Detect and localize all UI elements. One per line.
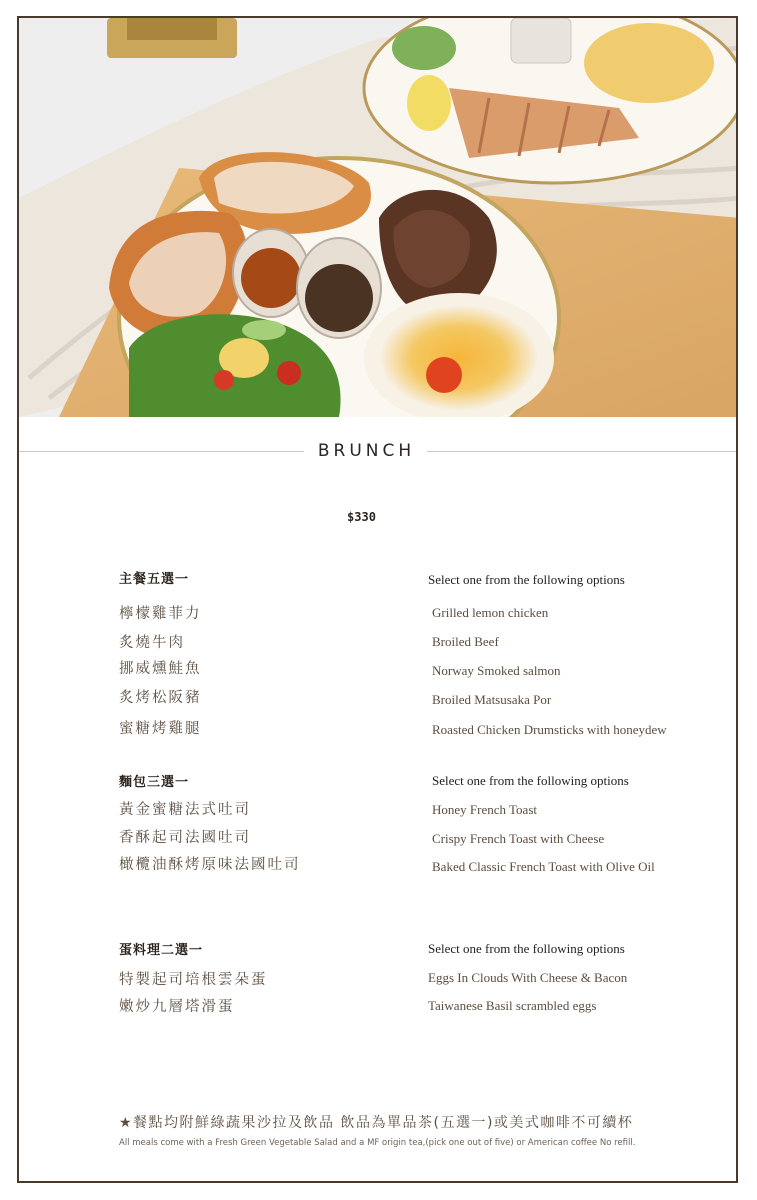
footer-note-en: All meals come with a Fresh Green Vegetable Salad and a MF origin tea,(pick one out of five) or American coffee No refill. [119, 1138, 636, 1148]
menu-item-zh: 炙烤松阪豬 [119, 690, 202, 706]
section-heading-main: 主餐五選一 [119, 572, 190, 587]
brunch-photo [19, 18, 738, 417]
section-heading-egg: 蛋料理二選一 [119, 943, 204, 958]
title-bar [19, 436, 738, 466]
section-heading-bread: 麵包三選一 [119, 775, 190, 790]
menu-item-en: Broiled Beef [432, 634, 499, 649]
menu-item-en: Eggs In Clouds With Cheese & Bacon [428, 970, 628, 985]
footer-note-zh: ★餐點均附鮮綠蔬果沙拉及飲品 飲品為單品茶(五選一)或美式咖啡不可續杯 [119, 1115, 634, 1131]
price: $330 [347, 510, 376, 524]
menu-item-en: Norway Smoked salmon [432, 663, 561, 678]
title-divider-left [19, 451, 304, 452]
menu-item-en: Honey French Toast [432, 802, 537, 817]
menu-item-zh: 香酥起司法國吐司 [119, 830, 251, 846]
section-heading-bread-en: Select one from the following options [432, 773, 629, 788]
menu-item-zh: 挪威燻鮭魚 [119, 661, 202, 677]
section-heading-main-en: Select one from the following options [428, 572, 625, 587]
menu-item-zh: 黃金蜜糖法式吐司 [119, 802, 251, 818]
menu-item-en: Taiwanese Basil scrambled eggs [428, 998, 597, 1013]
title-divider-right [427, 451, 738, 452]
menu-item-zh: 檸檬雞菲力 [119, 606, 202, 622]
menu-title: BRUNCH [317, 441, 416, 461]
menu-item-en: Crispy French Toast with Cheese [432, 831, 605, 846]
menu-page [17, 16, 738, 1183]
section-heading-egg-en: Select one from the following options [428, 941, 625, 956]
menu-item-zh: 嫩炒九層塔滑蛋 [119, 999, 235, 1015]
menu-item-zh: 蜜糖烤雞腿 [119, 721, 202, 737]
menu-item-en: Baked Classic French Toast with Olive Oil [432, 859, 655, 874]
menu-item-zh: 炙燒牛肉 [119, 635, 185, 651]
menu-item-en: Broiled Matsusaka Por [432, 692, 552, 707]
menu-item-en: Grilled lemon chicken [432, 605, 549, 620]
menu-item-zh: 特製起司培根雲朵蛋 [119, 972, 268, 988]
menu-item-en: Roasted Chicken Drumsticks with honeydew [432, 722, 667, 737]
menu-item-zh: 橄欖油酥烤原味法國吐司 [119, 857, 301, 873]
